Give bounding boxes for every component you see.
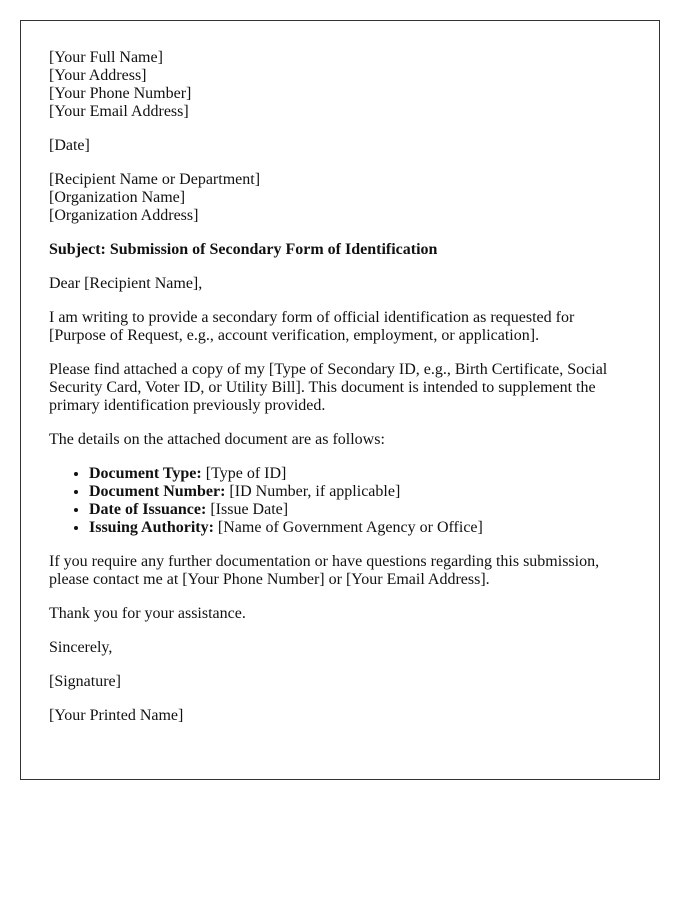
closing-line: Sincerely, (49, 639, 113, 656)
list-item (89, 501, 631, 519)
details-list (49, 465, 631, 537)
detail-label: Date of Issuance: (89, 501, 207, 518)
sender-email: [Your Email Address] (49, 103, 189, 120)
recipient-name: [Recipient Name or Department] (49, 171, 261, 188)
thanks-line: Thank you for your assistance. (49, 605, 246, 622)
detail-label: Issuing Authority: (89, 519, 214, 536)
detail-label: Document Type: (89, 465, 202, 482)
contact-paragraph: If you require any further documentation or have questions regarding this submission, please contact me at [Your Phone Number] or [Your Email Address]. (49, 553, 600, 588)
recipient-address: [Organization Address] (49, 207, 199, 224)
printed-name: [Your Printed Name] (49, 707, 184, 724)
detail-value: [Name of Government Agency or Office] (213, 519, 483, 536)
detail-label: Document Number: (89, 483, 226, 500)
list-item (89, 465, 631, 483)
detail-value: [Type of ID] (201, 465, 287, 482)
sender-phone: [Your Phone Number] (49, 85, 192, 102)
list-item (89, 483, 631, 501)
recipient-organization: [Organization Name] (49, 189, 186, 206)
letter-page (20, 20, 660, 780)
subject-line: Subject: Submission of Secondary Form of Identification (49, 241, 438, 258)
body-paragraph-attachment: Please find attached a copy of my [Type of Secondary ID, e.g., Birth Certificate, Social Security Card, Voter ID, or Utility Bill]. This document is intended to supplement the primary identification previously provided. (49, 361, 608, 414)
sender-name: [Your Full Name] (49, 49, 163, 66)
sender-address: [Your Address] (49, 67, 147, 84)
detail-value: [ID Number, if applicable] (225, 483, 401, 500)
body-paragraph-purpose: I am writing to provide a secondary form of official identification as requested for [Purpose of Request, e.g., account verification, employment, or application]. (49, 309, 575, 344)
signature-line: [Signature] (49, 673, 121, 690)
salutation: Dear [Recipient Name], (49, 275, 203, 292)
body-paragraph-details-intro: The details on the attached document are as follows: (49, 431, 385, 448)
letter-date: [Date] (49, 137, 90, 154)
recipient-block (49, 171, 631, 225)
list-item (89, 519, 631, 537)
detail-value: [Issue Date] (206, 501, 289, 518)
sender-block (49, 49, 631, 121)
